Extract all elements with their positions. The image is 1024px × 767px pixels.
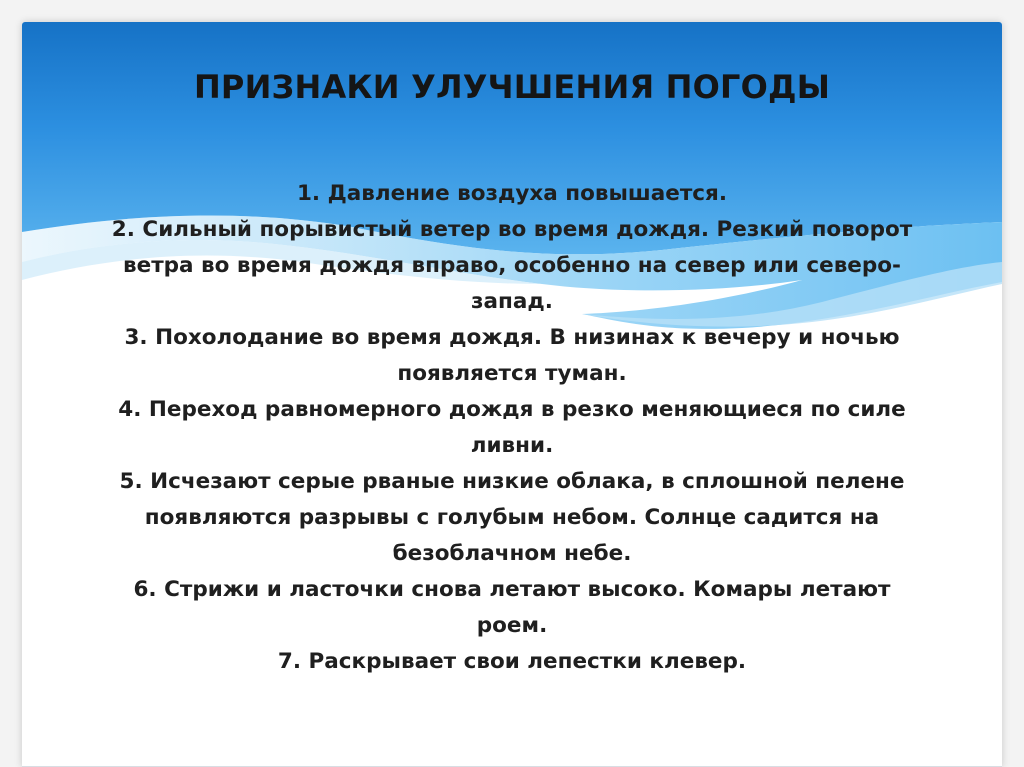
body-line: роем. bbox=[476, 613, 548, 638]
body-line: 3. Похолодание во время дождя. В низинах к вечеру и ночью bbox=[124, 325, 900, 350]
body-line: 7. Раскрывает свои лепестки клевер. bbox=[277, 649, 747, 674]
body-line: ливни. bbox=[470, 433, 554, 458]
body-line: 2. Сильный порывистый ветер во время дождя. Резкий поворот bbox=[111, 217, 913, 242]
body-line: появляется туман. bbox=[397, 361, 627, 386]
slide-body bbox=[52, 176, 972, 680]
body-line: 5. Исчезают серые рваные низкие облака, в сплошной пелене bbox=[119, 469, 905, 494]
body-line: появляются разрывы с голубым небом. Солнце садится на bbox=[144, 505, 880, 530]
slide bbox=[22, 22, 1002, 767]
body-line: 1. Давление воздуха повышается. bbox=[296, 181, 728, 206]
slide-title: ПРИЗНАКИ УЛУЧШЕНИЯ ПОГОДЫ bbox=[193, 68, 831, 106]
body-line: ветра во время дождя вправо, особенно на север или северо- bbox=[123, 253, 901, 278]
body-line: 4. Переход равномерного дождя в резко меняющиеся по силе bbox=[118, 397, 906, 422]
body-line: безоблачном небе. bbox=[392, 541, 632, 566]
body-line: 6. Стрижи и ласточки снова летают высоко. Комары летают bbox=[133, 577, 891, 602]
body-line: запад. bbox=[471, 289, 553, 314]
